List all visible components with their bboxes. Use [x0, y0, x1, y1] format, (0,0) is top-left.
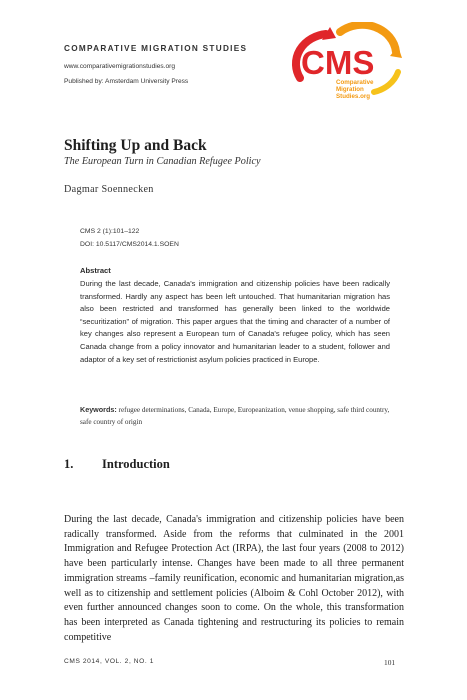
journal-url[interactable]: www.comparativemigrationstudies.org	[64, 63, 176, 70]
keywords-text: refugee determinations, Canada, Europe, Europeanization, venue shopping, safe third country, safe country of origin	[80, 406, 390, 427]
footer-journal-info: CMS 2014, VOL. 2, NO. 1	[64, 658, 155, 665]
cms-logo	[270, 22, 420, 102]
keywords-block	[80, 404, 390, 429]
journal-name: COMPARATIVE MIGRATION STUDIES	[64, 44, 248, 53]
citation-doi: DOI: 10.5117/CMS2014.1.SOEN	[80, 241, 179, 248]
article-title: Shifting Up and Back	[64, 137, 207, 154]
logo-line-3: Studies.org	[336, 93, 371, 100]
keywords-label: Keywords:	[80, 405, 117, 414]
publisher-line: Published by: Amsterdam University Press	[64, 78, 189, 85]
abstract-heading: Abstract	[80, 266, 111, 275]
body-paragraph: During the last decade, Canada's immigration and citizenship policies have been radically transformed. Aside from the reforms that culminated in the 2001 Immigration and Refugee Protection Act (IRPA), the last four years (2008 to 2012) have been particularly intense. Changes have been made to all three permanent immigration streams –family reunification, economic and humanitarian migration,as well as to citizenship and settlement policies (Alboim & Cohl October 2012), with even further announced changes soon to come. On the whole, this transformation has been interpreted as Canada tightening and restructuring its policies to remain competitive	[64, 514, 404, 643]
logo-arc-yellow	[374, 72, 398, 92]
logo-line-2: Migration	[336, 86, 364, 93]
logo-letters: CMS	[301, 44, 375, 81]
section-number: 1.	[64, 457, 74, 471]
citation-block	[80, 225, 179, 251]
citation-volume: CMS 2 (1):101–122	[80, 228, 140, 235]
abstract-text: During the last decade, Canada's immigration and citizenship policies have been radically transformed. Hardly any aspect has been left untouched. That humanitarian migration has also been restricted and transformed has generally been linked to the worldwide “securitization” of migration. This paper argues that the timing and character of a number of key changes also represent a European turn of Canada's refugee policy, which has seen Canada change from a policy innovator and humanitarian leader to a student, follower and adaptor of a key set of restrictionist asylum policies practiced in Europe.	[80, 279, 390, 364]
abstract-block	[80, 266, 390, 366]
article-subtitle: The European Turn in Canadian Refugee Policy	[64, 156, 261, 167]
article-author: Dagmar Soennecken	[64, 184, 154, 195]
page-number: 101	[384, 658, 396, 667]
logo-line-1: Comparative	[336, 79, 374, 86]
section-title: Introduction	[102, 457, 170, 471]
